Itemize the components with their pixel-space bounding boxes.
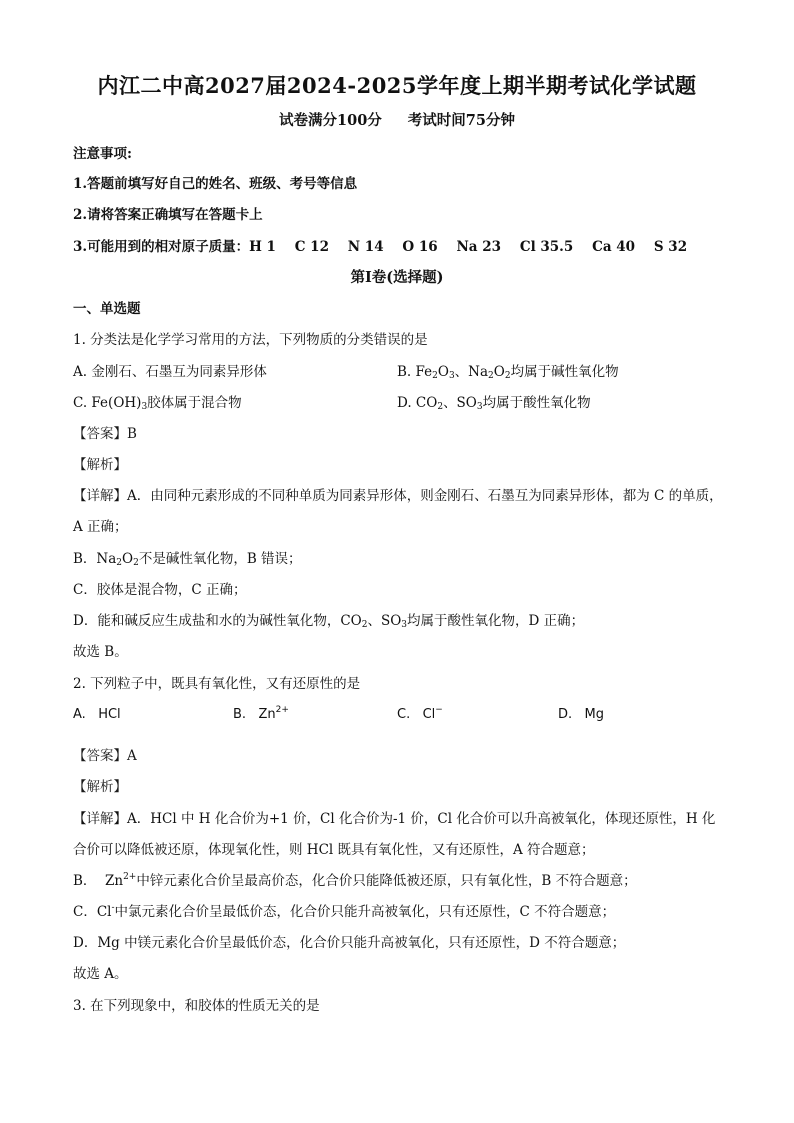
q1-detail-line: A 正确； xyxy=(73,519,128,535)
q2-option-c: C. Cl− xyxy=(397,705,443,722)
q2-detail-line: 【详解】A．HCl 中 H 化合价为+1 价，Cl 化合价为-1 价，Cl 化合价可以升高被氧化，体现还原性，H 化 xyxy=(73,811,716,827)
q1-detail-line: C．胶体是混合物，C 正确； xyxy=(73,582,247,598)
q2-detail-line: C．Cl-中氯元素化合价呈最低价态，化合价只能升高被氧化，只有还原性，C 不符合题意； xyxy=(73,903,616,920)
q2-option-d: D. Mg xyxy=(558,707,605,722)
volume-title: 第Ⅰ卷(选择题) xyxy=(350,269,444,286)
q1-option-d: D. $CO_2$、$SO_3$均属于酸性氧化物 xyxy=(397,395,591,412)
section-title: 一、单选题 xyxy=(73,301,141,317)
question-3-stem: 3. 在下列现象中，和胶体的性质无关的是 xyxy=(73,998,320,1014)
q2-detail-line: D．Mg 中镁元素化合价呈最低价态，化合价只能升高被氧化，只有还原性，D 不符合题意； xyxy=(73,935,626,951)
q2-answer: 【答案】A xyxy=(73,748,137,764)
q2-option-a: A. HCl xyxy=(73,707,121,722)
question-2-stem: 2. 下列粒子中，既具有氧化性，又有还原性的是 xyxy=(73,676,361,692)
q1-option-a: A. 金刚石、石墨互为同素异形体 xyxy=(73,364,267,380)
note-item: 3.可能用到的相对原子质量：H 1 C 12 N 14 O 16 Na 23 Cl 35.5 Ca 40 S 32 xyxy=(73,239,688,255)
notes-heading: 注意事项: xyxy=(73,146,132,162)
q1-option-c: C. $Fe(OH)_3$胶体属于混合物 xyxy=(73,395,242,412)
q1-answer: 【答案】B xyxy=(73,426,137,442)
q1-conclusion: 故选 B。 xyxy=(73,644,128,660)
q2-option-b: B. $Zn^{2+}$ xyxy=(233,705,289,722)
q1-detail-line: 【详解】A．由同种元素形成的不同种单质为同素异形体，则金刚石、石墨互为同素异形体，都为 C 的单质， xyxy=(73,488,723,504)
note-item: 1.答题前填写好自己的姓名、班级、考号等信息 xyxy=(73,176,358,192)
q2-detail-line: 合价可以降低被还原，体现氧化性，则 HCl 既具有氧化性，又有还原性，A 符合题意； xyxy=(73,842,595,858)
q1-analysis-label: 【解析】 xyxy=(73,457,127,473)
note-item: 2.请将答案正确填写在答题卡上 xyxy=(73,207,263,223)
q1-option-b: B. $Fe_2O_3$、$Na_2O_2$均属于碱性氧化物 xyxy=(397,364,619,381)
q1-detail-line: B．$Na_2O_2$不是碱性氧化物，B 错误； xyxy=(73,551,302,568)
q2-detail-line: B． $Zn^{2+}$中锌元素化合价呈最高价态，化合价只能降低被还原，只有氧化性，B 不符合题意； xyxy=(73,872,637,889)
q2-conclusion: 故选 A。 xyxy=(73,966,128,982)
time-info: 考试时间75分钟 xyxy=(407,112,515,129)
page-title: 内江二中高2027届2024-2025学年度上期半期考试化学试题 xyxy=(97,73,697,98)
exam-info xyxy=(0,109,794,130)
question-1-stem: 1. 分类法是化学学习常用的方法，下列物质的分类错误的是 xyxy=(73,332,428,348)
q1-detail-line: D．能和碱反应生成盐和水的为碱性氧化物，$CO_2$、$SO_3$均属于酸性氧化物，D 正确； xyxy=(73,613,585,630)
q2-analysis-label: 【解析】 xyxy=(73,779,127,795)
score-info: 试卷满分100分 xyxy=(279,112,382,129)
